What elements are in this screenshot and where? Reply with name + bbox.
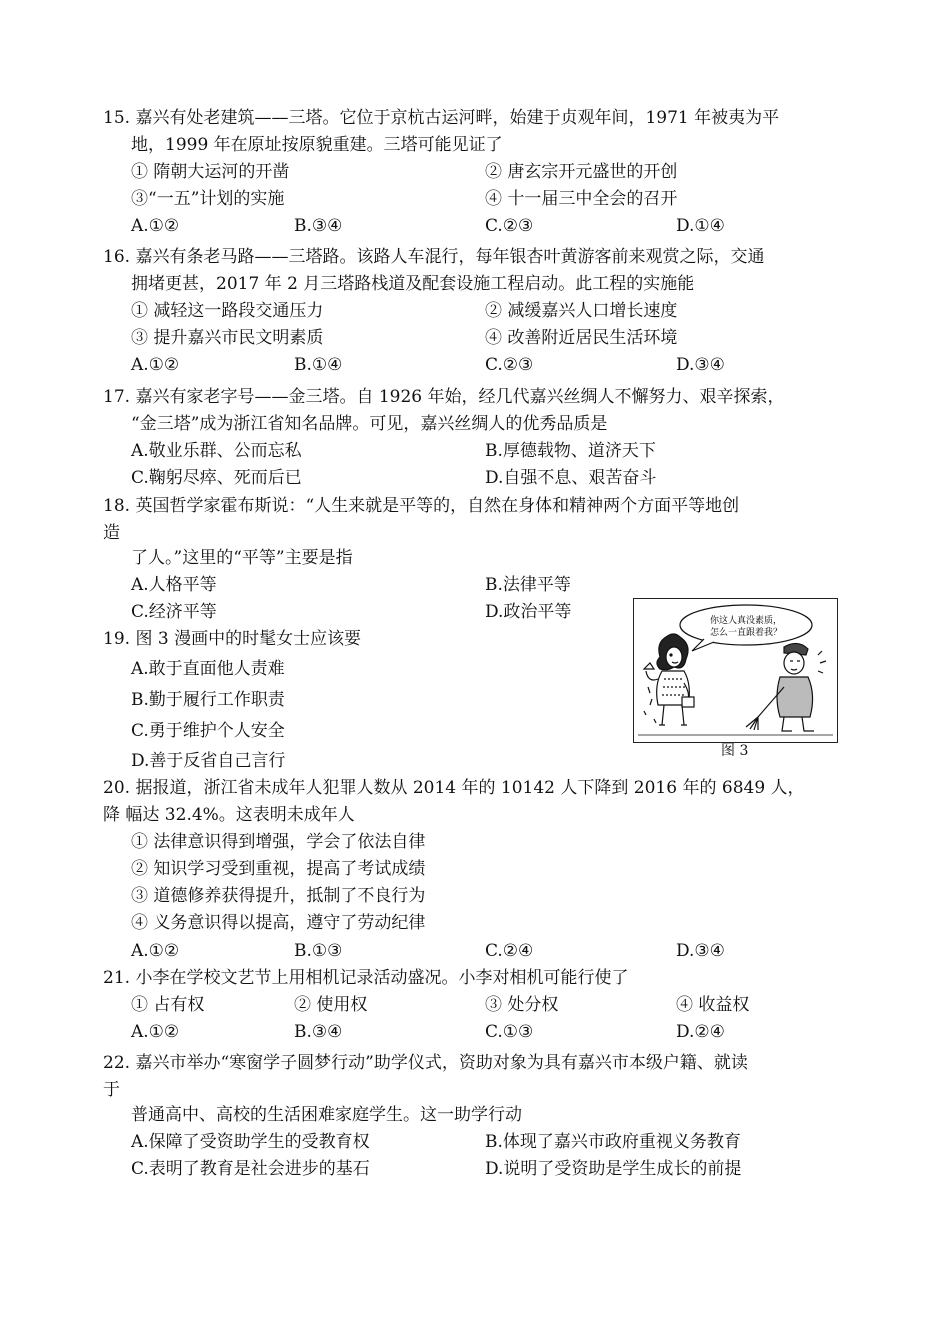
q18-option-d: D.政治平等: [485, 602, 572, 622]
q21-stem: 21. 小李在学校文艺节上用相机记录活动盛况。小李对相机可能行使了: [103, 968, 629, 988]
q20-statement-1: ① 法律意识得到增强，学会了依法自律: [131, 832, 426, 852]
q17-stem-line1: 17. 嘉兴有家老字号——金三塔。自 1926 年始，经几代嘉兴丝绸人不懈努力、艰辛探索，: [103, 387, 785, 407]
fashionable-woman: [644, 634, 694, 725]
q15-statement-2: ② 唐玄宗开元盛世的开创: [485, 162, 678, 182]
q21-statement-2: ② 使用权: [294, 995, 368, 1015]
q18-stem-line1: 18. 英国哲学家霍布斯说：“人生来就是平等的，自然在身体和精神两个方面平等地创: [103, 496, 740, 516]
q15-option-b: B.③④: [294, 216, 343, 236]
q20-option-c: C.②④: [485, 941, 534, 961]
q16-option-b: B.①④: [294, 355, 343, 375]
q16-option-a: A.①②: [131, 355, 180, 375]
street-sweeper: [746, 643, 826, 731]
q15-stem-line2: 地，1999 年在原址按原貌重建。三塔可能见证了: [131, 135, 503, 155]
q15-stem-line1: 15. 嘉兴有处老建筑——三塔。它位于京杭古运河畔，始建于贞观年间，1971 年被夷为平: [103, 108, 780, 128]
q15-statement-1: ① 隋朝大运河的开凿: [131, 162, 290, 182]
q22-option-b: B.体现了嘉兴市政府重视义务教育: [485, 1132, 741, 1152]
q20-stem-line1: 20. 据报道，浙江省未成年人犯罪人数从 2014 年的 10142 人下降到 2016 年的 6849 人，: [103, 778, 805, 798]
q18-option-c: C.经济平等: [131, 602, 217, 622]
q22-option-d: D.说明了受资助是学生成长的前提: [485, 1159, 742, 1179]
q18-stem-wrap: 造: [103, 523, 120, 543]
q22-option-c: C.表明了教育是社会进步的基石: [131, 1159, 370, 1179]
q21-statement-4: ④ 收益权: [676, 995, 750, 1015]
bubble-text-line1: 你这人真没素质，: [709, 616, 783, 626]
q20-statement-3: ③ 道德修养获得提升，抵制了不良行为: [131, 886, 426, 906]
q21-option-d: D.②④: [676, 1022, 725, 1042]
q18-option-b: B.法律平等: [485, 575, 571, 595]
cartoon-illustration: [634, 599, 837, 742]
q17-option-b: B.厚德载物、道济天下: [485, 441, 656, 461]
q16-statement-3: ③ 提升嘉兴市民文明素质: [131, 328, 324, 348]
q16-statement-2: ② 减缓嘉兴人口增长速度: [485, 301, 678, 321]
q16-statement-4: ④ 改善附近居民生活环境: [485, 328, 678, 348]
q20-stem-line2: 降 幅达 32.4%。这表明未成年人: [103, 805, 355, 825]
q21-statement-3: ③ 处分权: [485, 995, 559, 1015]
q20-option-b: B.①③: [294, 941, 343, 961]
q22-option-a: A.保障了受资助学生的受教育权: [131, 1132, 370, 1152]
q19-option-d: D.善于反省自己言行: [131, 751, 286, 771]
q17-option-d: D.自强不息、艰苦奋斗: [485, 468, 657, 488]
figure-3-caption: 图 3: [721, 743, 749, 759]
q20-option-a: A.①②: [131, 941, 180, 961]
q18-option-a: A.人格平等: [131, 575, 217, 595]
q17-option-c: C.鞠躬尽瘁、死而后已: [131, 468, 302, 488]
q22-stem-line1: 22. 嘉兴市举办“寒窗学子圆梦行动”助学仪式，资助对象为具有嘉兴市本级户籍、就读: [103, 1053, 748, 1073]
q16-stem-line1: 16. 嘉兴有条老马路——三塔路。该路人车混行，每年银杏叶黄游客前来观赏之际，交通: [103, 247, 765, 267]
q15-option-c: C.②③: [485, 216, 534, 236]
q21-option-b: B.③④: [294, 1022, 343, 1042]
q15-option-a: A.①②: [131, 216, 180, 236]
q16-stem-line2: 拥堵更甚，2017 年 2 月三塔路栈道及配套设施工程启动。此工程的实施能: [131, 274, 695, 294]
q20-statement-2: ② 知识学习受到重视，提高了考试成绩: [131, 859, 426, 879]
q15-statement-4: ④ 十一届三中全会的召开: [485, 189, 678, 209]
figure-3-cartoon: [633, 598, 838, 743]
bubble-text-line2: 怎么一直跟着我？: [709, 628, 783, 638]
q21-option-c: C.①③: [485, 1022, 534, 1042]
q20-statement-4: ④ 义务意识得以提高，遵守了劳动纪律: [131, 913, 426, 933]
q22-stem-line2: 普通高中、高校的生活困难家庭学生。这一助学行动: [131, 1105, 522, 1125]
q16-option-c: C.②③: [485, 355, 534, 375]
q19-option-a: A.敢于直面他人责难: [131, 659, 285, 679]
q18-stem-line2: 了人。”这里的“平等”主要是指: [131, 548, 353, 568]
q16-statement-1: ① 减轻这一路段交通压力: [131, 301, 324, 321]
q20-option-d: D.③④: [676, 941, 725, 961]
q17-stem-line2: “金三塔”成为浙江省知名品牌。可见，嘉兴丝绸人的优秀品质是: [131, 414, 608, 434]
q15-option-d: D.①④: [676, 216, 725, 236]
q19-option-c: C.勇于维护个人安全: [131, 721, 285, 741]
q16-option-d: D.③④: [676, 355, 725, 375]
q17-option-a: A.敬业乐群、公而忘私: [131, 441, 302, 461]
q15-statement-3: ③“一五”计划的实施: [131, 189, 285, 209]
q19-stem: 19. 图 3 漫画中的时髦女士应该要: [103, 629, 362, 649]
q22-stem-wrap: 于: [103, 1080, 120, 1100]
q21-option-a: A.①②: [131, 1022, 180, 1042]
q21-statement-1: ① 占有权: [131, 995, 205, 1015]
q19-option-b: B.勤于履行工作职责: [131, 690, 285, 710]
